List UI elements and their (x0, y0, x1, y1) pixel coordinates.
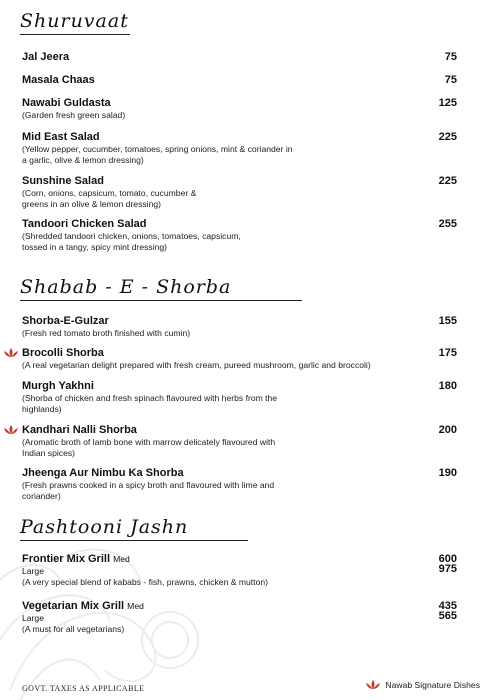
item-price: 75 (444, 51, 457, 63)
section-title-pashtooni-jashn: Pashtooni Jashn (20, 516, 189, 538)
signature-legend-label: Nawab Signature Dishes (385, 680, 480, 690)
item-price: 180 (438, 380, 457, 392)
item-description: (Corn, onions, capsicum, tomato, cucumber & greens in an olive & lemon dressing) (22, 188, 197, 209)
menu-item (22, 131, 457, 165)
item-price: 200 (438, 424, 457, 436)
menu-item (22, 467, 457, 501)
item-description: (Shorba of chicken and fresh spinach flavoured with herbs from the highlands) (22, 393, 278, 414)
item-description: (Shredded tandoori chicken, onions, tomatoes, capsicum, tossed in a tangy, spicy mint dressing) (22, 231, 241, 252)
size-label: Large (22, 613, 44, 623)
item-name: Nawabi Guldasta (22, 97, 111, 109)
item-price: 125 (438, 97, 457, 109)
menu-item (22, 74, 457, 87)
menu-item (22, 97, 457, 121)
lotus-icon (3, 425, 19, 435)
item-description: (A must for all vegetarians) (22, 624, 125, 634)
menu-item (22, 218, 457, 252)
size-label: Med (127, 601, 144, 611)
item-name: Sunshine Salad (22, 175, 104, 187)
signature-legend (365, 680, 480, 690)
item-name: Jheenga Aur Nimbu Ka Shorba (22, 467, 184, 479)
item-price: 155 (438, 315, 457, 327)
item-description: (Fresh red tomato broth finished with cumin) (22, 328, 191, 338)
item-description: (Garden fresh green salad) (22, 110, 126, 120)
item-description: (A very special blend of kababs - fish, prawns, chicken & mutton) (22, 577, 268, 587)
item-name: Masala Chaas (22, 74, 95, 86)
lotus-icon (3, 348, 19, 358)
item-description: (A real vegetarian delight prepared with fresh cream, pureed mushroom, garlic and broccoli) (22, 360, 371, 370)
item-name: Vegetarian Mix Grill (22, 600, 125, 612)
item-description: (Fresh prawns cooked in a spicy broth and flavoured with lime and coriander) (22, 480, 275, 501)
item-name: Jal Jeera (22, 51, 70, 63)
item-name: Tandoori Chicken Salad (22, 218, 147, 230)
lotus-icon (365, 680, 381, 690)
menu-item (22, 424, 457, 458)
item-price: 75 (444, 74, 457, 86)
title-underline (20, 540, 248, 541)
item-price: 600 (438, 553, 457, 565)
title-underline (20, 300, 302, 301)
item-description: (Aromatic broth of lamb bone with marrow delicately flavoured with Indian spices) (22, 437, 276, 458)
item-price: 190 (438, 467, 457, 479)
menu-item (22, 553, 457, 588)
item-price: 255 (438, 218, 457, 230)
item-name: Brocolli Shorba (22, 347, 104, 359)
size-label: Large (22, 566, 44, 576)
item-name: Mid East Salad (22, 131, 100, 143)
size-label: Med (113, 554, 130, 564)
section-title-shorba: Shabab - E - Shorba (20, 276, 232, 298)
menu-item (22, 347, 457, 371)
item-name: Shorba-E-Gulzar (22, 315, 109, 327)
item-price: 435 (438, 600, 457, 612)
menu-item (22, 315, 457, 339)
item-price: 565 (438, 610, 457, 622)
menu-item (22, 380, 457, 414)
item-price: 175 (438, 347, 457, 359)
menu-item (22, 600, 457, 635)
item-price: 225 (438, 131, 457, 143)
taxes-note: GOVT. TAXES AS APPLICABLE (22, 684, 145, 693)
title-underline (20, 34, 130, 35)
item-price: 975 (438, 563, 457, 575)
item-name: Murgh Yakhni (22, 380, 94, 392)
item-name: Kandhari Nalli Shorba (22, 424, 137, 436)
item-price: 225 (438, 175, 457, 187)
menu-item (22, 51, 457, 64)
section-title-shuruvaat: Shuruvaat (20, 10, 129, 32)
menu-item (22, 175, 457, 209)
item-name: Frontier Mix Grill (22, 553, 111, 565)
item-description: (Yellow pepper, cucumber, tomatoes, spring onions, mint & coriander in a garlic, olive & lemon dressing) (22, 144, 293, 165)
